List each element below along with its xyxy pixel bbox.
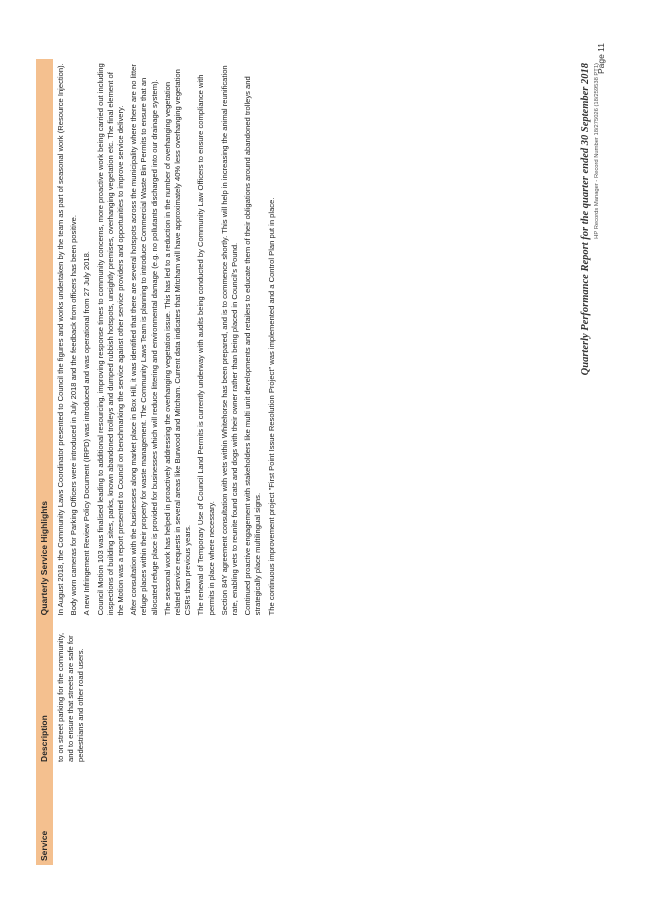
table-header-row <box>36 59 53 865</box>
cell-highlights <box>53 59 280 619</box>
highlight-paragraph: Council Motion 103 was finalised leading to additional resourcing, improving response times to community concerns, more proactive work being carried out including inspections of building sites, parks, known abandoned trolleys and dumped rubbish hotspots, unsightly premises, overhanging vegetation etc. The final element of the Motion was a report presented to Council on benchmarking the service against other service providers and opportunities to improve service delivery. <box>95 63 126 616</box>
highlight-paragraph: Continued proactive engagement with stakeholders like multi unit developments and retailers to educate them of their obligations around abandoned trolleys and strategically place multilingual signs. <box>243 76 263 616</box>
highlight-paragraph: The seasonal work has helped in proactively addressing the overhanging vegetation issue. This has led to a reduction in the number of overhanging vegetation related service requests in several areas like Burwood and Mitcham. Current data indicates that Mitcham will have approximately 40% less overhanging vegetation CSRs than previous years. <box>162 69 193 616</box>
table-row <box>53 59 280 865</box>
highlight-paragraph: The continuous improvement project "First Point Issue Resolution Project" was implemented and a Control Plan put in place. <box>266 197 276 616</box>
highlight-paragraph: The renewal of Temporary Use of Council Land Permits is currently underway with audits being conducted by Community Law Officers to ensure compliance with permits in place where necessary. <box>196 74 216 616</box>
highlight-paragraph: In August 2018, the Community Laws Coordinator presented to Council the figures and works undertaken by the team as part of seasonal work (Resource Injection). <box>56 63 65 616</box>
record-number: HP Records Manager - Record Number 18/275026 (18/259538 PT1) <box>594 63 600 239</box>
header-highlights: Quarterly Service Highlights <box>36 59 53 619</box>
highlight-paragraph: After consultation with the businesses along market place in Box Hill, it was identified that there are several hotspots across the municipality where there are no litter refuge places within their property for waste management. The Community Laws Team is planning to introduce Commercial Waste Bin Permits to ensure that an allocated refuge place is provided for businesses which will reduce littering and environmental damage (e.g. no pollutants discharged into our drainage system). <box>129 64 159 616</box>
cell-service <box>53 766 280 865</box>
page-number: Page 11 <box>596 43 606 75</box>
header-description: Description <box>36 619 53 766</box>
highlight-paragraph: Body worn cameras for Parking Officers were introduced in July 2018 and the feedback from officers has been positive. <box>69 215 79 616</box>
cell-description: to on street parking for the community, and to ensure that streets are safe for pedestrians and other road users. <box>56 632 86 762</box>
highlight-paragraph: Section 84Y agreement consultation with vets within Whitehorse has been prepared, and is to commence shortly. This will help in increasing the animal reunification rate, enabling vets to reunite found cats and dogs with their owner rather than being placed in Council's Pound. <box>219 65 240 616</box>
highlight-paragraph: A new Infringement Review Policy Document (IRPD) was introduced and was operational from 27 July 2018. <box>82 251 92 616</box>
report-title: Quarterly Performance Report for the quarter ended 30 September 2018 <box>580 63 591 376</box>
service-table <box>36 59 280 865</box>
header-service: Service <box>36 766 53 865</box>
